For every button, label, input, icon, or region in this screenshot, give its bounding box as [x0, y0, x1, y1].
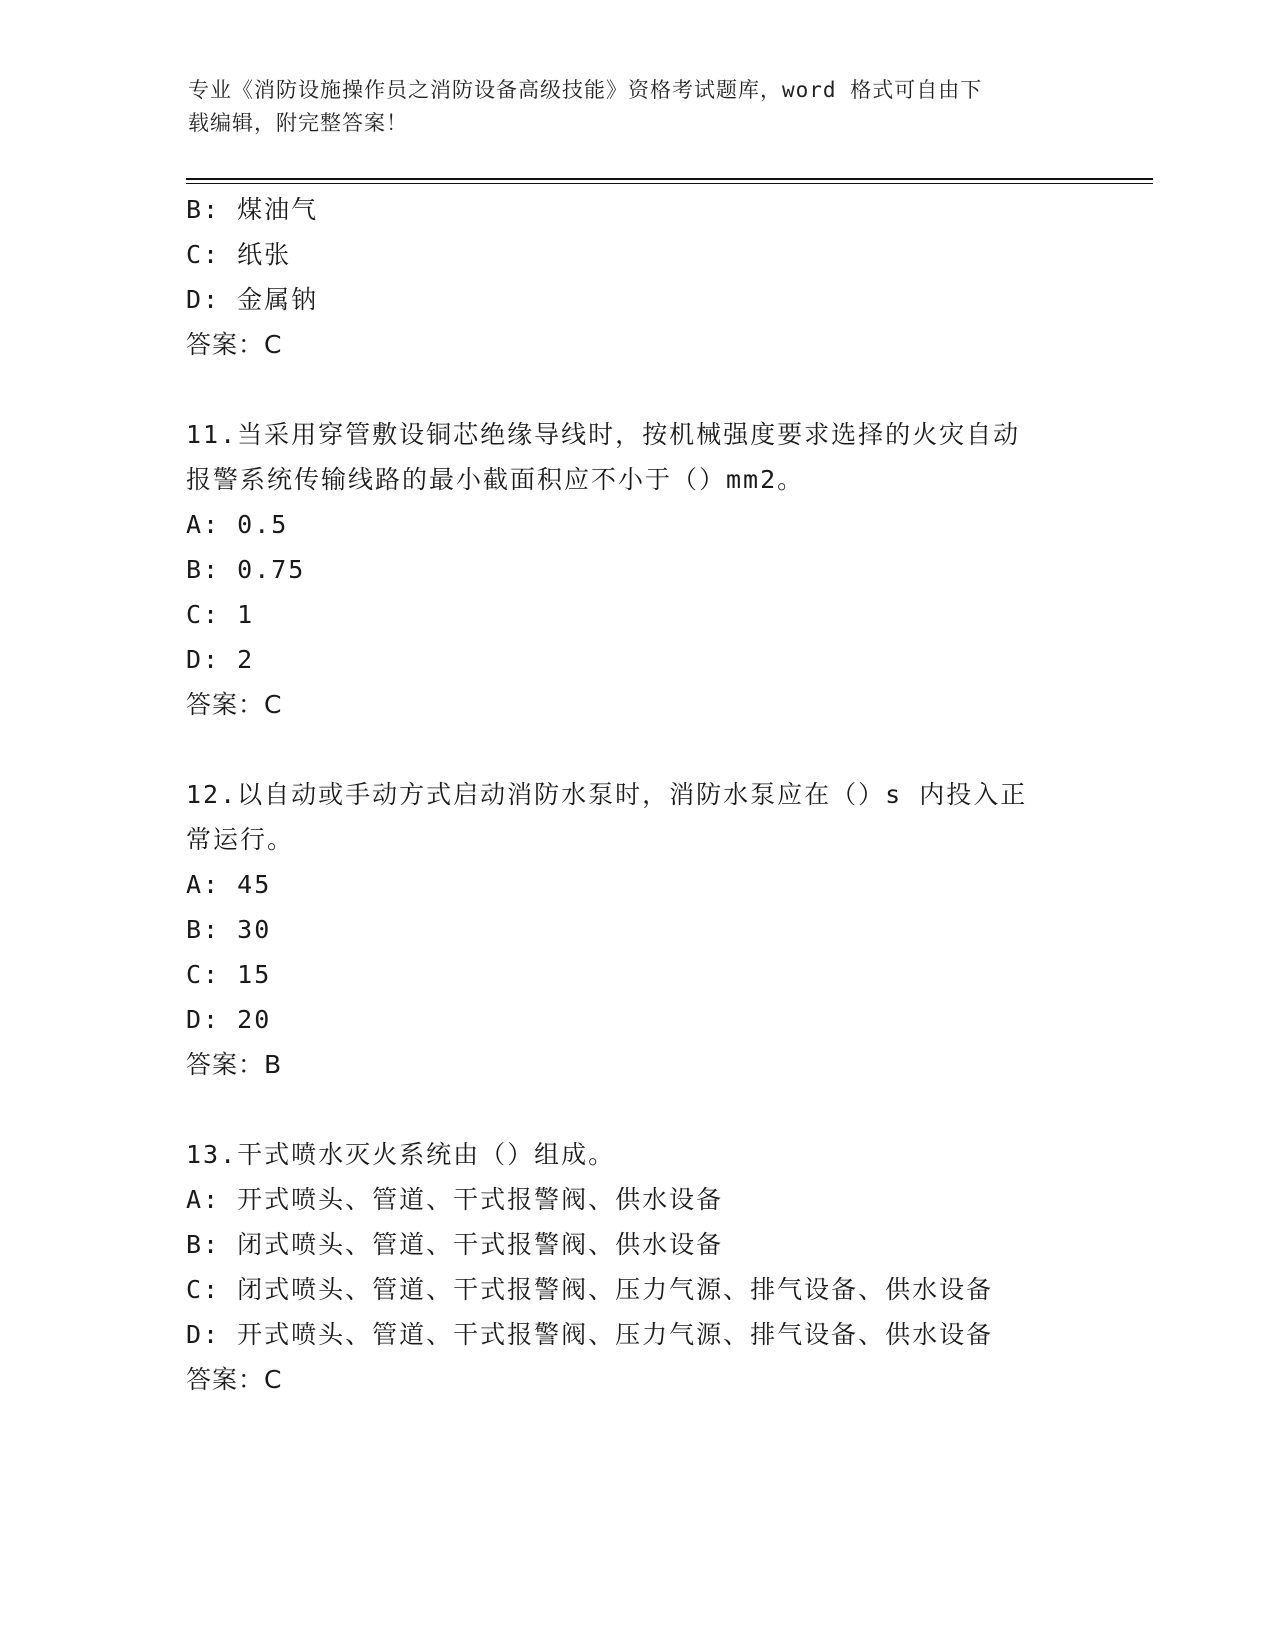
q12-option-a: A: 45 — [186, 870, 272, 899]
prev-option-c: C: 纸张 — [186, 240, 292, 269]
prev-option-b: B: 煤油气 — [186, 195, 319, 224]
header-line-2: 载编辑，附完整答案！ — [188, 111, 408, 135]
q12-option-b: B: 30 — [186, 915, 272, 944]
prev-answer: 答案：C — [186, 330, 283, 359]
q13-option-a: A: 开式喷头、管道、干式报警阀、供水设备 — [186, 1185, 724, 1214]
q11-stem-line-2: 报警系统传输线路的最小截面积应不小于（）mm2。 — [186, 465, 805, 494]
q13-option-c: C: 闭式喷头、管道、干式报警阀、压力气源、排气设备、供水设备 — [186, 1275, 994, 1304]
q13-stem-line-1: 13.干式喷水灭火系统由（）组成。 — [186, 1140, 616, 1169]
q13-option-d: D: 开式喷头、管道、干式报警阀、压力气源、排气设备、供水设备 — [186, 1320, 994, 1349]
q12-option-d: D: 20 — [186, 1005, 272, 1034]
q12-stem-line-2: 常运行。 — [186, 825, 295, 854]
q13-answer: 答案：C — [186, 1365, 283, 1394]
q11-stem-line-1: 11.当采用穿管敷设铜芯绝缘导线时，按机械强度要求选择的火灾自动 — [186, 420, 1021, 449]
q11-option-b: B: 0.75 — [186, 555, 306, 584]
q12-stem-line-1: 12.以自动或手动方式启动消防水泵时，消防水泵应在（）s 内投入正 — [186, 780, 1028, 809]
q11-option-a: A: 0.5 — [186, 510, 289, 539]
q11-option-d: D: 2 — [186, 645, 255, 674]
prev-option-d: D: 金属钠 — [186, 285, 319, 314]
document-header — [188, 74, 1088, 140]
q11-answer: 答案：C — [186, 690, 283, 719]
header-divider-thin — [186, 183, 1153, 184]
header-line-1: 专业《消防设施操作员之消防设备高级技能》资格考试题库，word 格式可自由下 — [188, 78, 983, 102]
q12-answer: 答案：B — [186, 1050, 283, 1079]
q12-option-c: C: 15 — [186, 960, 272, 989]
q11-option-c: C: 1 — [186, 600, 255, 629]
header-divider-thick — [186, 178, 1153, 180]
q13-option-b: B: 闭式喷头、管道、干式报警阀、供水设备 — [186, 1230, 724, 1259]
